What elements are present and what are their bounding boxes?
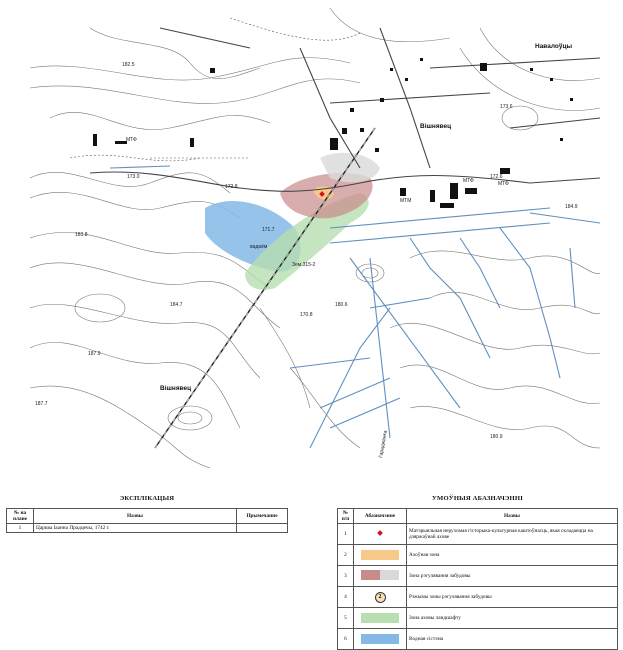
legend-table bbox=[337, 508, 618, 650]
elevation-label: 180.6 bbox=[335, 302, 348, 308]
elevation-label: 173.0 bbox=[127, 174, 140, 180]
map-label: вадаём bbox=[250, 244, 268, 250]
elevation-label: 171.7 bbox=[262, 227, 275, 233]
legend-number: 1 bbox=[338, 524, 354, 545]
legend-row bbox=[338, 524, 618, 545]
explication-table bbox=[6, 508, 288, 533]
legend-row bbox=[338, 545, 618, 566]
red-diamond-icon bbox=[377, 530, 383, 536]
legend-number: 4 bbox=[338, 587, 354, 608]
map-label: МТФ bbox=[126, 137, 137, 143]
elevation-label: 172.8 bbox=[225, 184, 238, 190]
legend-symbol bbox=[354, 524, 407, 545]
map-label: МТМ bbox=[400, 198, 412, 204]
protection-zone-swatch bbox=[361, 550, 399, 560]
circle-number-icon: 2 bbox=[375, 592, 386, 603]
elevation-label: 183.8 bbox=[75, 232, 88, 238]
elevation-label: 170.8 bbox=[300, 312, 313, 318]
legend-symbol bbox=[354, 545, 407, 566]
place-label: Вішнявец bbox=[420, 123, 452, 130]
column-header: № на плане bbox=[7, 509, 34, 524]
row-name: Царква Іаанна Прадцечы, 1742 г. bbox=[34, 524, 237, 533]
elevation-label: 184.7 bbox=[170, 302, 183, 308]
elevation-label: 180.9 bbox=[490, 434, 503, 440]
legend-row bbox=[338, 566, 618, 587]
legend-symbol bbox=[354, 608, 407, 629]
map-label: Зем.315-2 bbox=[292, 262, 316, 268]
table-header-row bbox=[7, 509, 288, 524]
map-label: МТФ bbox=[463, 178, 474, 184]
legend-label: Водная сістэма bbox=[407, 629, 618, 650]
legend-label: Зона рэгулявання забудовы bbox=[407, 566, 618, 587]
map-label: МТФ bbox=[498, 181, 509, 187]
column-header: № п/п bbox=[338, 509, 354, 524]
column-header: Прымечанне bbox=[237, 509, 288, 524]
legend-symbol bbox=[354, 566, 407, 587]
legend-symbol bbox=[354, 587, 407, 608]
table-row bbox=[7, 524, 288, 533]
map-label: Гараджанка bbox=[378, 430, 389, 459]
legend-symbol bbox=[354, 629, 407, 650]
legend-row bbox=[338, 587, 618, 608]
table-header-row bbox=[338, 509, 618, 524]
place-label: Навалоўцы bbox=[535, 43, 573, 50]
elevation-label: 187.7 bbox=[35, 401, 48, 407]
topographic-map[interactable] bbox=[30, 8, 600, 468]
regulation-zone-swatch bbox=[361, 570, 399, 580]
row-number: 1 bbox=[7, 524, 34, 533]
legend-title: УМОЎНЫЯ АБАЗНАЧЭННІ bbox=[432, 495, 523, 502]
elevation-label: 172.6 bbox=[490, 174, 503, 180]
legend-row bbox=[338, 608, 618, 629]
row-note bbox=[237, 524, 288, 533]
elevation-label: 187.9 bbox=[88, 351, 101, 357]
legend-row bbox=[338, 629, 618, 650]
legend-number: 6 bbox=[338, 629, 354, 650]
column-header: Абазначэнне bbox=[354, 509, 407, 524]
map-svg bbox=[30, 8, 600, 468]
landscape-zone-swatch bbox=[361, 613, 399, 623]
explication-title: ЭКСПЛІКАЦЫЯ bbox=[119, 495, 175, 502]
legend-number: 2 bbox=[338, 545, 354, 566]
legend-label: Матэрыяльная нерухомая гісторыка-культурная каштоўнасць, якая складаецца на дзяржаўнай ахове bbox=[407, 524, 618, 545]
legend-label: Рэжымы зоны рэгулявання забудовы bbox=[407, 587, 618, 608]
place-label: Вішнявец bbox=[160, 385, 192, 392]
legend-number: 5 bbox=[338, 608, 354, 629]
legend-label: Ахоўная зона bbox=[407, 545, 618, 566]
legend-panel bbox=[337, 495, 618, 650]
legend-number: 3 bbox=[338, 566, 354, 587]
column-header: Назвы bbox=[34, 509, 237, 524]
explication-panel bbox=[6, 495, 288, 533]
elevation-label: 184.9 bbox=[565, 204, 578, 210]
elevation-label: 173.6 bbox=[500, 104, 513, 110]
elevation-label: 182.5 bbox=[122, 62, 135, 68]
column-header: Назвы bbox=[407, 509, 618, 524]
legend-label: Зона аховы ландшафту bbox=[407, 608, 618, 629]
water-system-swatch bbox=[361, 634, 399, 644]
